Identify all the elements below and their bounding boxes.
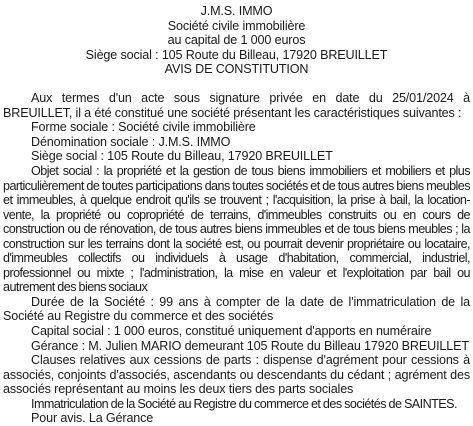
company-denomination: Dénomination sociale : J.M.S. IMMO <box>31 134 231 149</box>
notice-title: AVIS DE CONSTITUTION <box>164 62 309 77</box>
header-spacer <box>3 77 470 92</box>
head-office-address: Siège social : 105 Route du Billeau, 17920 BREUILLET <box>85 47 388 62</box>
management: Gérance : M. Julien MARIO demeurant 105 Route du Billeau 17920 BREUILLET <box>31 338 469 353</box>
share-capital: Capital social : 1 000 euros, constitué uniquement d'apports en numéraire <box>31 324 432 339</box>
company-type: Société civile immobilière <box>167 18 306 33</box>
head-office: Siège social : 105 Route du Billeau, 17920 BREUILLET <box>31 149 333 164</box>
legal-form: Forme sociale : Société civile immobilière <box>31 120 256 135</box>
company-duration: Durée de la Société : 99 ans à compter de la date de l'immatriculation de la Société au Registre du commerce et des sociétés <box>3 294 470 324</box>
signature: Pour avis. La Gérance <box>31 411 154 426</box>
corporate-purpose: Objet social : la propriété et la gestion de tous biens immobiliers et mobiliers et plus particulièrement de toutes participations dans toutes sociétés et de tous autres biens meubles et immeubles, à quelque endroit qu'ils se trouvent ; l'acquisition, la prise à bail, la location-vente, la propriété ou copropriété de terrains, d'immeubles construits ou en cours de construction ou de rénovation, de tous autres biens immeubles et de tous biens meubles ; la construction sur les terrains dont la société est, ou pourrait devenir propriétaire ou locataire, d'immeubles collectifs ou individuels à usage d'habitation, commercial, industriel, professionnel ou mixte ; l'administration, la mise en valeur et l'exploitation par bail ou autrement des biens sociaux <box>3 164 470 295</box>
company-name: J.M.S. IMMO <box>200 4 273 18</box>
company-capital: au capital de 1 000 euros <box>167 33 306 48</box>
registration: Immatriculation de la Société au Registre du commerce et des sociétés de SAINTES. <box>31 396 457 411</box>
intro-paragraph: Aux termes d'un acte sous signature privée en date du 25/01/2024 à BREUILLET, il a été constitué une société présentant les caractéristiques suivantes : <box>3 91 470 120</box>
notice-header <box>3 4 470 77</box>
share-transfer-clauses: Clauses relatives aux cessions de parts : dispense d'agrément pour cessions à associés, conjoints d'associés, ascendants ou descendants du cédant ; agrément des associés représentant au moins les deux tiers des parts sociales <box>3 353 470 397</box>
notice-body <box>3 91 470 426</box>
